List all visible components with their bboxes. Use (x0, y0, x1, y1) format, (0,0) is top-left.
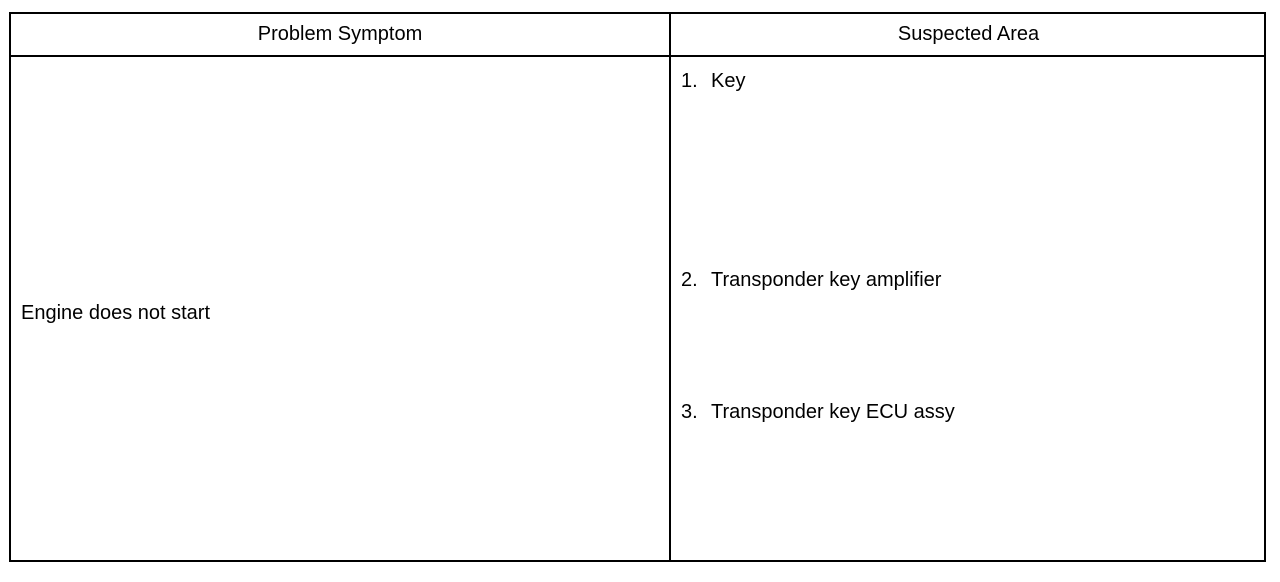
diagnosis-table (9, 12, 1266, 562)
item-number: 3. (681, 401, 698, 423)
item-label: Transponder key ECU assy (711, 401, 955, 423)
table-header-row (11, 14, 1264, 57)
header-problem-symptom: Problem Symptom (257, 23, 423, 45)
column-divider (669, 14, 671, 560)
item-number: 2. (681, 269, 698, 291)
symptom-cell: Engine does not start (21, 302, 211, 324)
suspected-area-item (681, 70, 745, 93)
suspected-area-item (681, 269, 941, 292)
item-label: Key (711, 70, 746, 92)
suspected-area-item (681, 401, 955, 424)
item-number: 1. (681, 70, 698, 92)
item-label: Transponder key amplifier (711, 269, 942, 291)
header-suspected-area: Suspected Area (897, 23, 1040, 45)
